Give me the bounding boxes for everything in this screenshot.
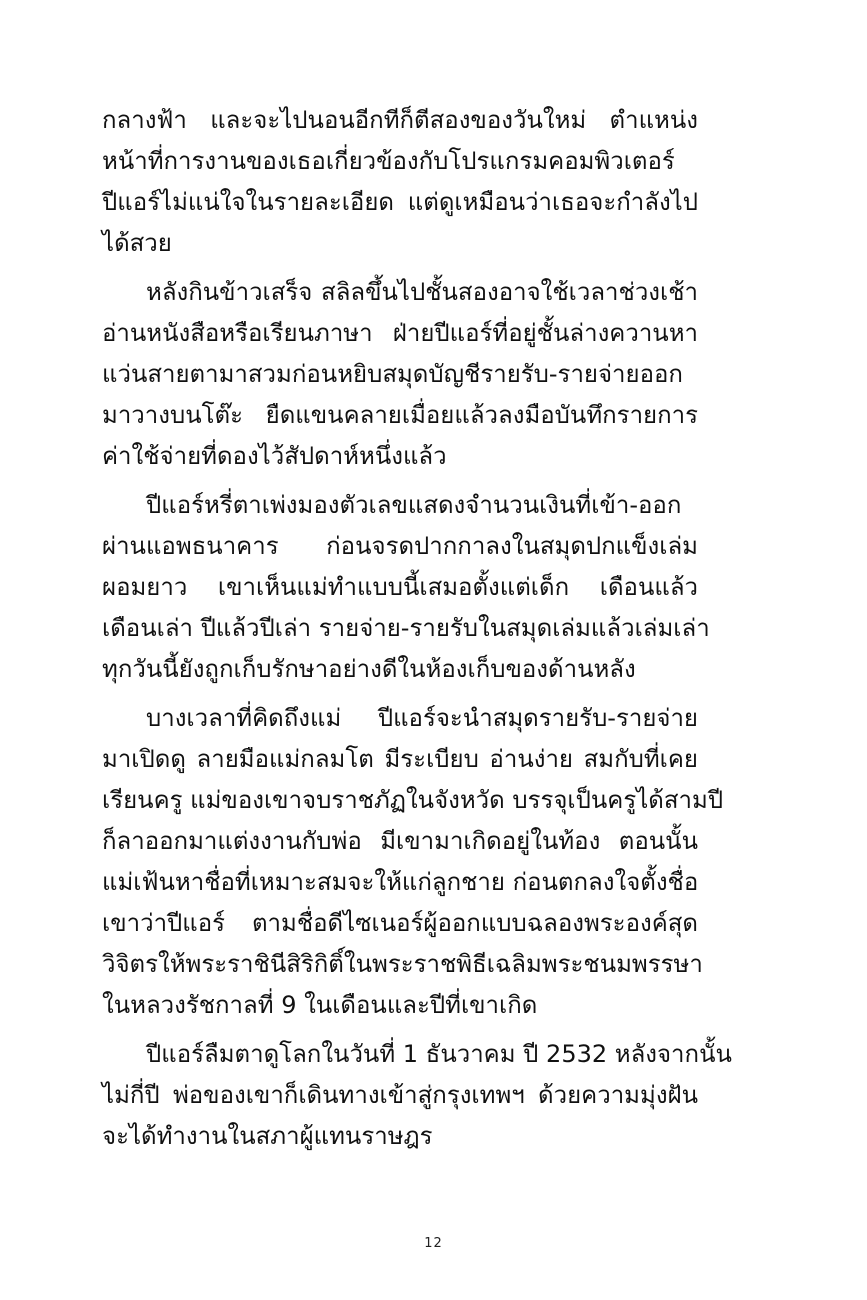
- page-body: [102, 100, 732, 1165]
- text-line: ผอมยาว เขาเห็นแม่ทำแบบนี้เสมอตั้งแต่เด็ก เดือนแล้ว: [102, 573, 698, 601]
- text-line: มาวางบนโต๊ะ ยืดแขนคลายเมื่อยแล้วลงมือบันทึกรายการ: [102, 401, 698, 429]
- text-line: มาเปิดดู ลายมือแม่กลมโต มีระเบียบ อ่านง่าย สมกับที่เคย: [102, 745, 698, 773]
- text-line: ไม่กี่ปี พ่อของเขาก็เดินทางเข้าสู่กรุงเทพฯ ด้วยความมุ่งฝัน: [102, 1081, 698, 1109]
- text-line: จะได้ทำงานในสภาผู้แทนราษฎร: [102, 1122, 433, 1150]
- paragraph-3: [102, 485, 710, 690]
- text-line: แม่เฟ้นหาชื่อที่เหมาะสมจะให้แก่ลูกชาย ก่อนตกลงใจตั้งชื่อ: [102, 868, 699, 896]
- text-line: ปีแอร์ลืมตาดูโลกในวันที่ 1 ธันวาคม ปี 2532 หลังจากนั้น: [146, 1040, 732, 1068]
- text-line: หลังกินข้าวเสร็จ สลิลขึ้นไปชั้นสองอาจใช้เวลาช่วงเช้า: [146, 278, 698, 306]
- text-line: อ่านหนังสือหรือเรียนภาษา ฝ่ายปีแอร์ที่อยู่ชั้นล่างควานหา: [102, 319, 698, 347]
- text-line: บางเวลาที่คิดถึงแม่ ปีแอร์จะนำสมุดรายรับ-รายจ่าย: [146, 704, 698, 732]
- text-line: ปีแอร์หรี่ตาเพ่งมองตัวเลขแสดงจำนวนเงินที่เข้า-ออก: [146, 491, 682, 519]
- text-line: ในหลวงรัชกาลที่ 9 ในเดือนและปีที่เขาเกิด: [102, 991, 538, 1019]
- text-line: เขาว่าปีแอร์ ตามชื่อดีไซเนอร์ผู้ออกแบบฉลองพระองค์สุด: [102, 909, 698, 937]
- text-line: แว่นสายตามาสวมก่อนหยิบสมุดบัญชีรายรับ-รายจ่ายออก: [102, 360, 683, 388]
- paragraph-1: [102, 100, 698, 264]
- text-line: ทุกวันนี้ยังถูกเก็บรักษาอย่างดีในห้องเก็บของด้านหลัง: [102, 655, 636, 683]
- page-number: 12: [424, 1236, 443, 1251]
- text-line: หน้าที่การงานของเธอเกี่ยวข้องกับโปรแกรมคอมพิวเตอร์: [102, 147, 675, 175]
- text-line: วิจิตรให้พระราชินีสิริกิติ์ในพระราชพิธีเฉลิมพระชนมพรรษา: [102, 950, 703, 978]
- text-line: ก็ลาออกมาแต่งงานกับพ่อ มีเขามาเกิดอยู่ในท้อง ตอนนั้น: [102, 827, 698, 855]
- text-line: ได้สวย: [102, 229, 172, 257]
- text-line: กลางฟ้า และจะไปนอนอีกทีก็ตีสองของวันใหม่ ตำแหน่ง: [102, 106, 698, 134]
- paragraph-5: [102, 1034, 732, 1157]
- text-line: เดือนเล่า ปีแล้วปีเล่า รายจ่าย-รายรับในสมุดเล่มแล้วเล่มเล่า: [102, 614, 710, 642]
- text-line: ผ่านแอพธนาคาร ก่อนจรดปากกาลงในสมุดปกแข็งเล่ม: [102, 532, 698, 560]
- text-line: ปีแอร์ไม่แน่ใจในรายละเอียด แต่ดูเหมือนว่าเธอจะกำลังไป: [102, 188, 698, 216]
- text-line: เรียนครู แม่ของเขาจบราชภัฏในจังหวัด บรรจุเป็นครูได้สามปี: [102, 786, 724, 814]
- paragraph-2: [102, 272, 698, 477]
- text-line: ค่าใช้จ่ายที่ดองไว้สัปดาห์หนึ่งแล้ว: [102, 442, 447, 470]
- paragraph-4: [102, 698, 724, 1026]
